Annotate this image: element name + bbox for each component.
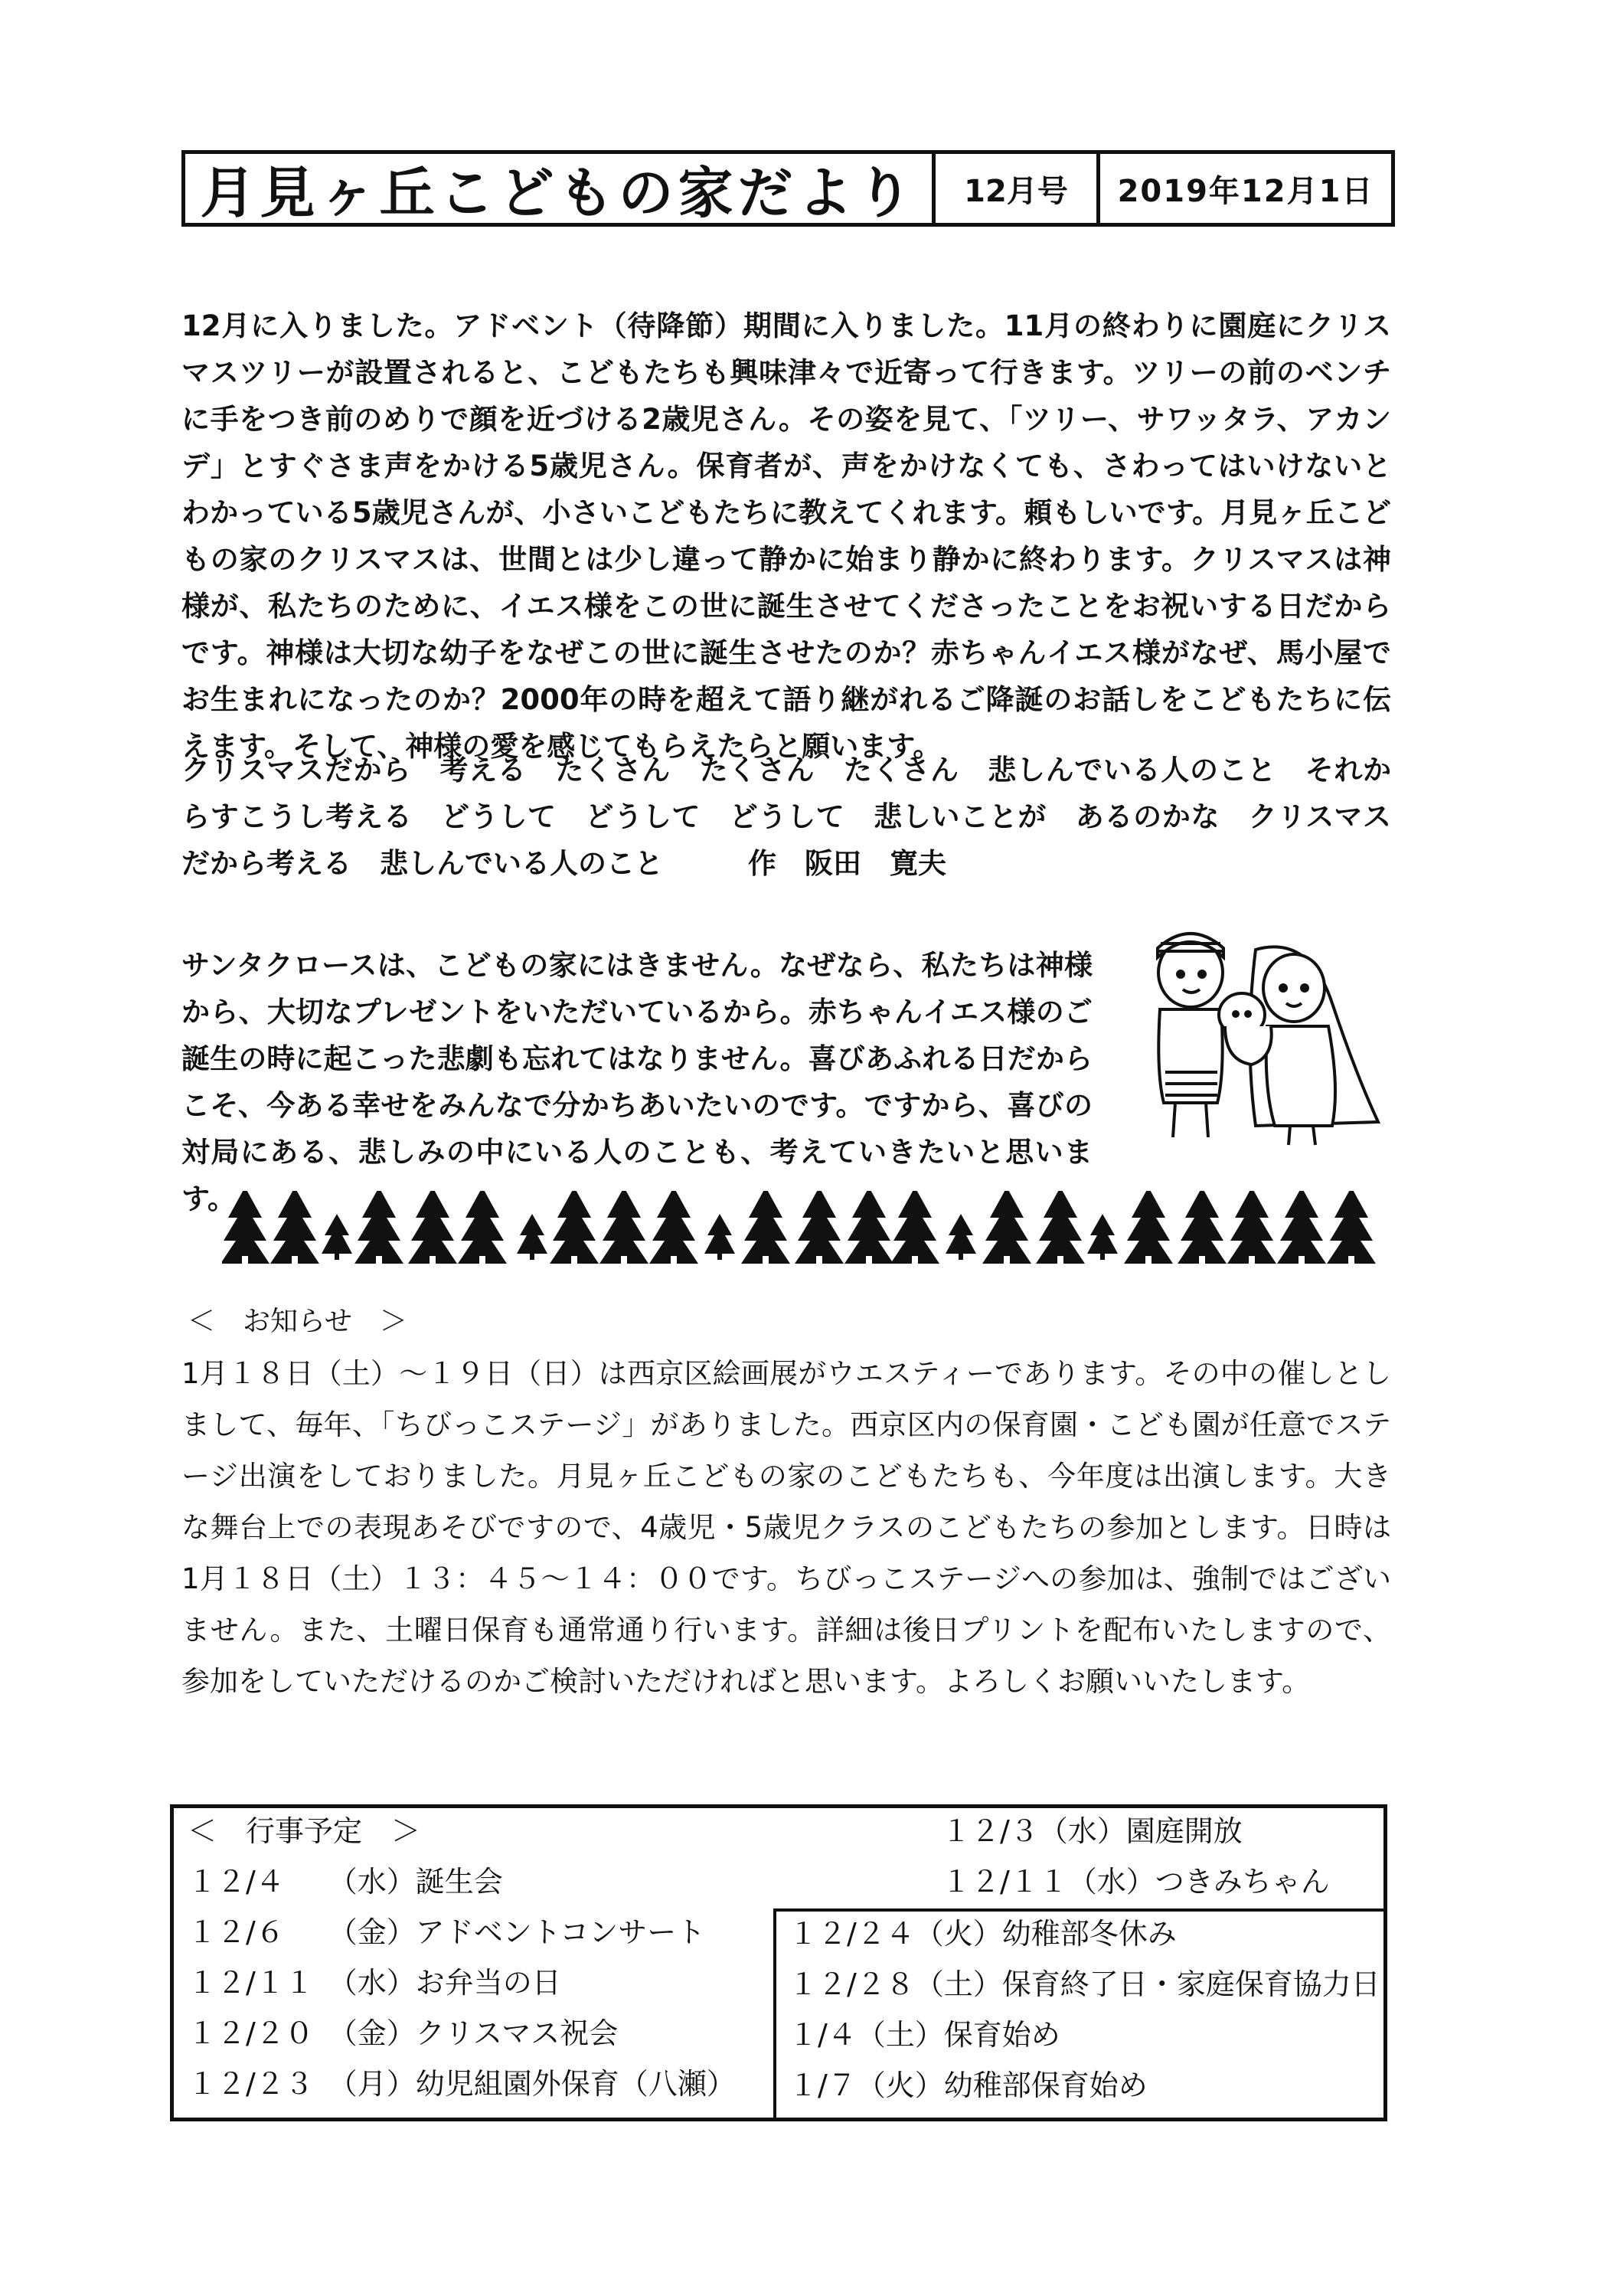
advent-paragraph: 12月に入りました。アドベント（待降節）期間に入りました。11月の終わりに園庭にクリスマスツリーが設置されると、こどもたちも興味津々で近寄って行きます。ツリーの前のベンチに手をつき前のめりで顔を近づける2歳児さん。その姿を見て、「ツリー、サワッタラ、アカンデ」とすぐさま声をかける5歳児さん。保育者が、声をかけなくても、さわってはいけないとわかっている5歳児さんが、小さいこどもたちに教えてくれます。頼もしいです。月見ヶ丘こどもの家のクリスマスは、世間とは少し違って静かに始まり静かに終わります。クリスマスは神様が、私たちのために、イエス様をこの世に誕生させてくださったことをお祝いする日だからです。神様は大切な幼子をなぜこの世に誕生させたのか？赤ちゃんイエス様がなぜ、馬小屋でお生まれになったのか？2000年の時を超えて語り継がれるご降誕のお話しをこどもたちに伝えます。そして、神様の愛を感じてもらえたらと願います。 [181,309,1391,763]
schedule-item: １２/３（水）園庭開放 [942,1814,1243,1848]
schedule-right-box-list [789,1913,1380,2106]
schedule-item: １２/２０ （金）クリスマス祝会 [188,2016,619,2050]
holy-family-illustration [1110,919,1386,1149]
schedule-item: １２/６ （金）アドベントコンサート [188,1915,706,1949]
schedule-item: １２/２４（火）幼稚部冬休み [789,1917,1177,1951]
newsletter-title: 月見ヶ丘こどもの家だより [185,154,936,223]
notice-heading: ＜ お知らせ ＞ [188,1306,407,1337]
schedule-item: １/４（土）保育始め [789,2018,1060,2052]
notice-body: 1月１８日（土）～１９日（日）は西京区絵画展がウエスティーであります。その中の催しとしまして、毎年、「ちびっこステージ」がありました。西京区内の保育園・こども園が任意でステージ出演をしておりました。月見ヶ丘こどもの家のこどもたちも、今年度は出演します。大きな舞台上での表現あそびですので、4歳児・5歳児クラスのこどもたちの参加とします。日時は1月１８日（土）１３：４５～１４：００です。ちびっこステージへの参加は、強制ではございません。また、土曜日保育も通常通り行います。詳細は後日プリントを配布いたしますので、参加をしていただけるのかご検討いただければと思います。よろしくお願いいたします。 [181,1357,1391,1698]
schedule-left-list [188,1861,736,2105]
schedule-item: １２/２８（土）保育終了日・家庭保育協力日 [789,1967,1380,2001]
issue-label: 12月号 [936,154,1100,223]
schedule-item: １２/１１（水）つきみちゃん [942,1865,1330,1899]
issue-date: 2019年12月1日 [1117,173,1374,209]
newsletter-header [181,150,1395,227]
schedule-right-top-list [942,1810,1330,1902]
schedule-item: １/７（火）幼稚部保育始め [789,2069,1148,2102]
tree-border [222,1191,1378,1264]
schedule-item: １２/１１ （水）お弁当の日 [188,1966,561,2000]
schedule-item: １２/４ （水）誕生会 [188,1865,503,1899]
poem-paragraph: クリスマスだから 考える たくさん たくさん たくさん 悲しんでいる人のこと それからすこうし考える どうして どうして どうして 悲しいことが あるのかな クリスマスだから考える 悲しんでいる人のこと 作 阪田 寛夫 [181,754,1391,880]
schedule-item: １２/２３ （月）幼児組園外保育（八瀬） [188,2067,736,2101]
schedule-heading: ＜ 行事予定 ＞ [188,1814,421,1848]
santa-paragraph: サンタクロースは、こどもの家にはきません。なぜなら、私たちは神様から、大切なプレゼントをいただいているから。赤ちゃんイエス様のご誕生の時に起こった悲劇も忘れてはなりません。喜びあふれる日だからこそ、今ある幸せをみんなで分かちあいたいのです。ですから、喜びの対局にある、悲しみの中にいる人のことも、考えていきたいと思います。 [181,949,1093,1215]
